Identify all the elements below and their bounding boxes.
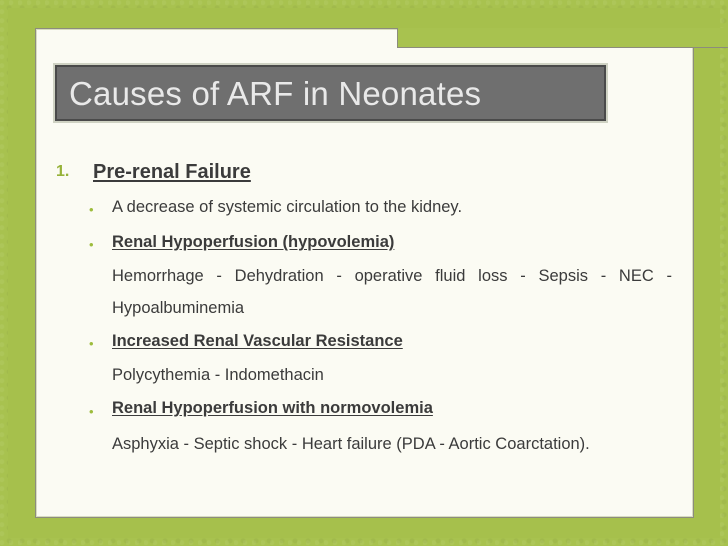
bullet-detail: Polycythemia - Indomethacin — [112, 366, 324, 384]
bullet-icon: • — [89, 237, 94, 252]
page-title: Causes of ARF in Neonates — [69, 75, 482, 112]
section-heading: Pre-renal Failure — [93, 161, 251, 183]
list-number: 1. — [56, 163, 70, 180]
bullet-detail: Asphyxia - Septic shock - Heart failure (PDA - Aortic Coarctation). — [112, 435, 590, 453]
decorative-tab — [397, 28, 728, 48]
bullet-heading: Renal Hypoperfusion (hypovolemia) — [112, 233, 395, 251]
bullet-text: A decrease of systemic circulation to the kidney. — [112, 198, 463, 216]
bullet-icon: • — [89, 404, 94, 419]
bullet-heading: Increased Renal Vascular Resistance — [112, 332, 403, 350]
bullet-icon: • — [89, 202, 94, 217]
bullet-detail: Hemorrhage - Dehydration - operative fluid loss - Sepsis - NEC - Hypoalbuminemia — [112, 267, 672, 317]
title-bar — [55, 65, 606, 121]
bullet-icon: • — [89, 336, 94, 351]
bullet-heading: Renal Hypoperfusion with normovolemia — [112, 399, 433, 417]
